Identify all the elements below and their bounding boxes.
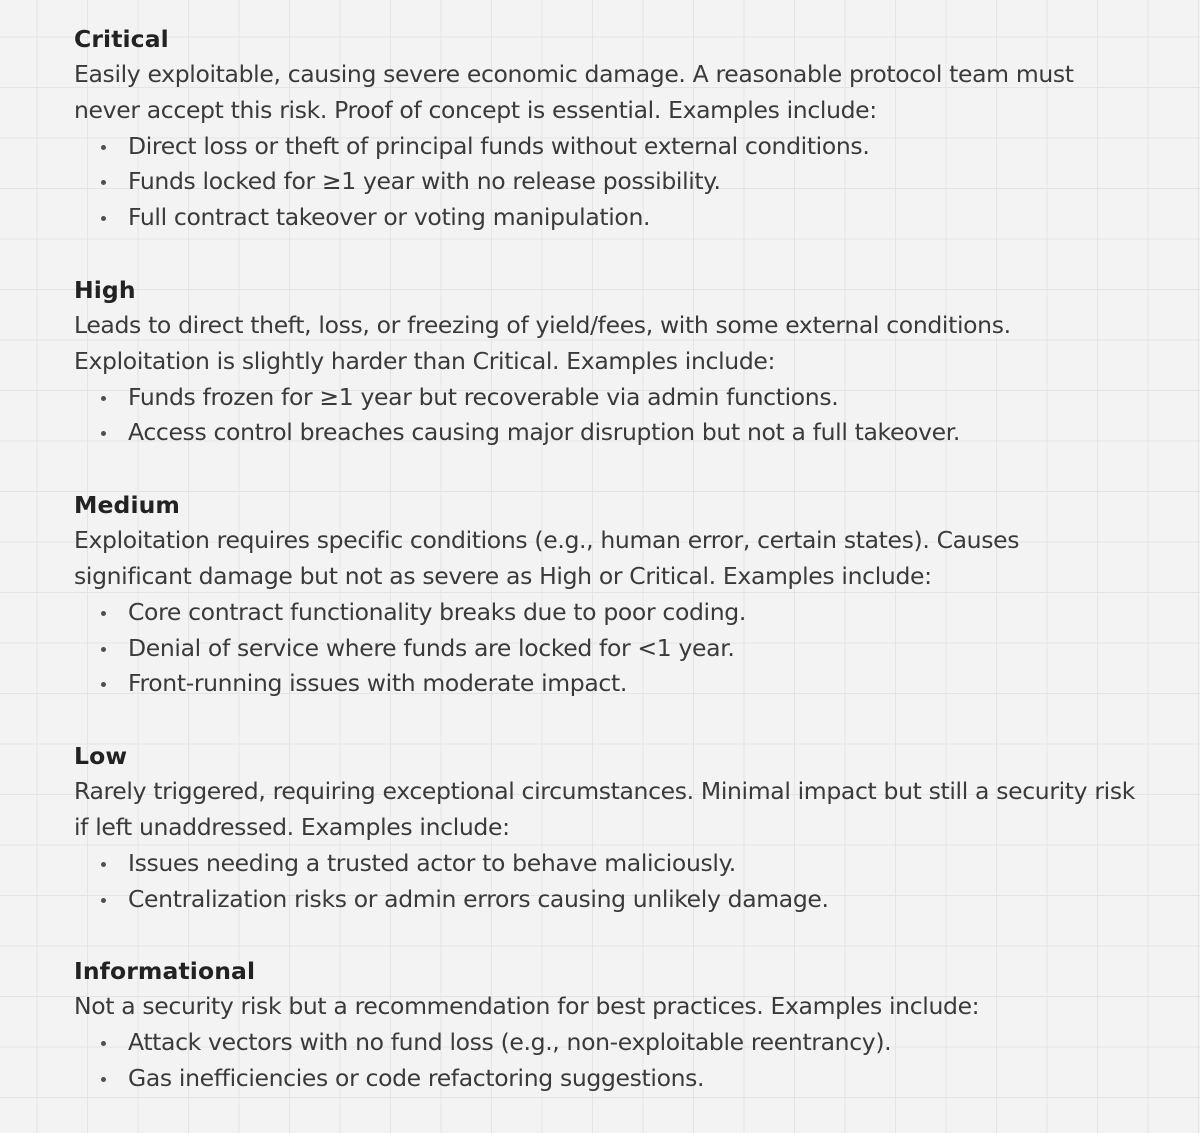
section-heading: Critical xyxy=(74,25,169,53)
bullet-icon xyxy=(101,1077,106,1082)
list-item-text: Direct loss or theft of principal funds without external conditions. xyxy=(128,131,870,160)
section-heading: Medium xyxy=(74,491,181,520)
bullet-icon xyxy=(101,898,106,903)
list-item-text: Issues needing a trusted actor to behave maliciously. xyxy=(128,848,736,877)
bullet-icon xyxy=(101,180,106,185)
section-heading: High xyxy=(74,275,136,304)
list-item-text: Access control breaches causing major disruption but not a full takeover. xyxy=(128,418,961,447)
examples-list xyxy=(74,846,1184,918)
bullet-icon xyxy=(101,145,106,150)
section-medium xyxy=(74,487,1184,702)
bullet-icon xyxy=(101,862,106,867)
bullet-icon xyxy=(101,1041,106,1046)
list-item-text: Front-running issues with moderate impact. xyxy=(128,669,627,698)
list-item xyxy=(74,595,1184,631)
list-item xyxy=(74,846,1184,882)
list-item xyxy=(74,380,1184,416)
list-item xyxy=(74,164,1184,200)
section-heading: Informational xyxy=(74,957,256,986)
description-line: if left unaddressed. Examples include: xyxy=(74,812,510,841)
section-description xyxy=(74,523,1184,595)
bullet-icon xyxy=(101,216,106,221)
bullet-icon xyxy=(101,396,106,401)
list-item xyxy=(74,129,1184,165)
list-item-text: Funds locked for ≥1 year with no release possibility. xyxy=(128,167,721,196)
bullet-icon xyxy=(101,647,106,652)
list-item-text: Full contract takeover or voting manipulation. xyxy=(128,203,651,232)
bullet-icon xyxy=(101,682,106,687)
examples-list xyxy=(74,380,1184,452)
section-low xyxy=(74,738,1184,917)
section-description xyxy=(74,774,1184,846)
description-line: Not a security risk but a recommendation for best practices. Examples include: xyxy=(74,992,980,1021)
list-item-text: Attack vectors with no fund loss (e.g., non-exploitable reentrancy). xyxy=(128,1028,892,1057)
section-description xyxy=(74,308,1184,380)
list-item xyxy=(74,882,1184,918)
examples-list xyxy=(74,595,1184,702)
bullet-icon xyxy=(101,611,106,616)
list-item-text: Funds frozen for ≥1 year but recoverable via admin functions. xyxy=(128,382,839,411)
section-critical xyxy=(74,21,1184,236)
description-line: never accept this risk. Proof of concept is essential. Examples include: xyxy=(74,95,877,124)
examples-list xyxy=(74,129,1184,236)
severity-document xyxy=(74,21,1184,1133)
list-item xyxy=(74,631,1184,667)
section-high xyxy=(74,272,1184,451)
list-item xyxy=(74,1025,1184,1061)
description-line: Leads to direct theft, loss, or freezing of yield/fees, with some external conditions. xyxy=(74,310,1011,339)
description-line: Easily exploitable, causing severe economic damage. A reasonable protocol team must xyxy=(74,60,1074,88)
section-heading: Low xyxy=(74,742,128,771)
list-item-text: Core contract functionality breaks due to poor coding. xyxy=(128,597,746,626)
list-item xyxy=(74,666,1184,702)
examples-list xyxy=(74,1025,1184,1097)
description-line: Exploitation is slightly harder than Critical. Examples include: xyxy=(74,346,776,375)
list-item-text: Denial of service where funds are locked for <1 year. xyxy=(128,633,735,662)
list-item xyxy=(74,1061,1184,1097)
list-item-text: Centralization risks or admin errors causing unlikely damage. xyxy=(128,884,829,913)
list-item-text: Gas inefficiencies or code refactoring suggestions. xyxy=(128,1063,705,1092)
list-item xyxy=(74,200,1184,236)
section-description xyxy=(74,57,1184,129)
section-description xyxy=(74,989,1184,1025)
section-informational xyxy=(74,953,1184,1096)
list-item xyxy=(74,415,1184,451)
description-line: significant damage but not as severe as High or Critical. Examples include: xyxy=(74,561,932,590)
description-line: Rarely triggered, requiring exceptional circumstances. Minimal impact but still a security risk xyxy=(74,777,1135,806)
bullet-icon xyxy=(101,431,106,436)
description-line: Exploitation requires specific conditions (e.g., human error, certain states). Causes xyxy=(74,526,1020,555)
